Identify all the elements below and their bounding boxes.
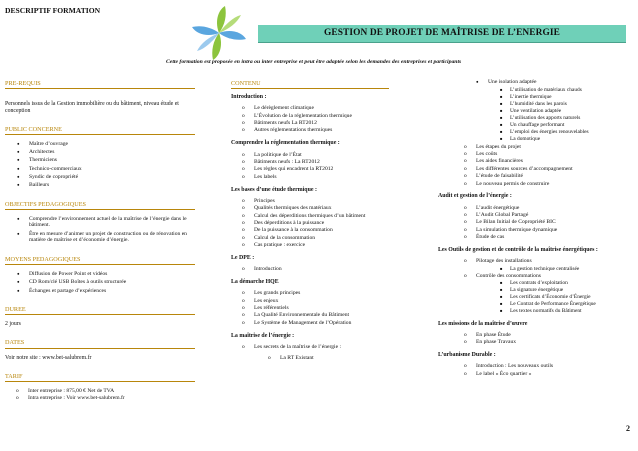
list-item: o Introduction : Les nouveaux outils	[464, 363, 633, 370]
list-item: o De la puissance à la consommation	[242, 227, 429, 234]
list-item: ■ Un chauffage performant	[500, 122, 633, 129]
list-item: o Inter entreprise : 875,00 € Net de TVA	[16, 388, 203, 395]
list-item: o Pilotage des installations	[464, 258, 633, 265]
list-item: o Étude de cas	[464, 234, 633, 241]
list-item: o Les enjeux	[242, 298, 429, 305]
list-item: o Le label « Éco quartier »	[464, 371, 633, 378]
urbanisme-list	[464, 363, 633, 377]
document-label: DESCRIPTIF FORMATION	[5, 6, 101, 15]
list-item: ■ L’utilisation des apports naturels	[500, 115, 633, 122]
list-item: o Autres réglementations thermiques	[242, 127, 429, 134]
list-item: o Les étapes du projet	[464, 144, 633, 151]
audit-heading: Audit et gestion de l’énergie :	[438, 193, 512, 200]
moyens-heading: MOYENS PEDAGOGIQUES	[5, 256, 195, 265]
list-item: o La politique de l’État	[242, 152, 429, 159]
list-item: o Les grands principes	[242, 290, 429, 297]
etapes-list	[464, 144, 633, 188]
left-column	[5, 80, 203, 407]
missions-list	[464, 332, 633, 346]
middle-column	[231, 80, 429, 367]
list-item: ● Thermiciens	[17, 157, 203, 164]
introduction-heading: Introduction :	[231, 94, 267, 101]
list-item: o Les coûts	[464, 151, 633, 158]
list-item: ● Échanges et partage d’expériences	[17, 288, 203, 295]
reglementation-heading: Comprendre la réglementation thermique :	[231, 140, 340, 147]
list-item: o L’audit énergétique	[464, 205, 633, 212]
list-item: o Bâtiments neufs La RT2012	[242, 120, 429, 127]
list-item: ■ La gestion technique centralisée	[500, 266, 633, 273]
document-title: GESTION DE PROJET DE MAÎTRISE DE L’ENERGIE	[258, 25, 626, 43]
list-item: o En phase Travaux	[464, 339, 633, 346]
list-item: ■ Une ventilation adaptée	[500, 108, 633, 115]
prereq-text: Personnels issus de la Gestion immobilière ou du bâtiment, niveau étude et conception	[5, 101, 179, 115]
list-item: ■ La domotique	[500, 136, 633, 143]
duree-text: 2 jours	[5, 321, 21, 328]
public-heading: PUBLIC CONCERNE	[5, 126, 195, 135]
bases-list	[242, 198, 429, 249]
hqe-heading: La démarche HQE	[231, 279, 279, 285]
isolation-list	[476, 79, 633, 86]
list-item: o La simulation thermique dynamique	[464, 227, 633, 234]
list-item	[242, 344, 429, 362]
right-column	[438, 79, 633, 382]
missions-heading: Les missions de la maîtrise d’œuvre	[438, 320, 528, 327]
list-item: ● Être en mesure d’animer un projet de construction ou de rénovation en matière de maîtrise et d’économie d’énergie.	[17, 231, 203, 245]
pinwheel-leaf-logo	[188, 3, 250, 61]
list-item: ● Comprendre l’environnement actuel de la maîtrise de l’énergie dans le bâtiment.	[17, 216, 203, 230]
list-item: o Les aides financières	[464, 158, 633, 165]
list-item: o Contrôle des consommations	[464, 273, 633, 280]
list-item: o Le Système de Management de l’Opération	[242, 320, 429, 327]
list-item: ■ L’inertie thermique	[500, 94, 633, 101]
list-item: o Le Bilan Initial de Copropriété BIC	[464, 219, 633, 226]
list-item: ● CD Rom/clé USB Boîtes à outils structurée	[17, 279, 203, 286]
dpe-list	[242, 266, 429, 273]
list-item: ■ Les contrats d’exploitation	[500, 280, 633, 287]
isolation-sublist	[500, 87, 633, 142]
list-item: ● Diffusion de Power Point et vidéos	[17, 271, 203, 278]
objectifs-heading: OBJECTIFS PEDAGOGIQUES	[5, 201, 195, 210]
list-item: ■ L’emploi des énergies renouvelables	[500, 129, 633, 136]
list-item: o Principes	[242, 198, 429, 205]
audit-list	[464, 205, 633, 241]
list-item: ● Bailleurs	[17, 182, 203, 189]
reglementation-list	[242, 152, 429, 181]
list-item: o La Qualité Environnementale du Bâtiment	[242, 312, 429, 319]
moyens-list	[17, 271, 203, 294]
list-item: ● Technico-commerciaux	[17, 166, 203, 173]
list-item: o Calcul des déperditions thermiques d’un bâtiment	[242, 213, 429, 220]
maitrise-sublist	[268, 355, 429, 362]
pilotage-sublist	[500, 266, 633, 273]
list-item: ■ L’humidité dans les parois	[500, 101, 633, 108]
hqe-list	[242, 290, 429, 326]
list-item: ■ Le Contrat de Performance Énergétique	[500, 301, 633, 308]
maitrise-list	[242, 344, 429, 362]
list-item: o Les référentiels	[242, 305, 429, 312]
list-item: o L’étude de faisabilité	[464, 173, 633, 180]
dpe-heading: Le DPE :	[231, 254, 255, 261]
list-item: ● Architectes	[17, 149, 203, 156]
list-item: ■ Les certificats d’Économie d’Énergie	[500, 294, 633, 301]
list-item: o Cas pratique : exercice	[242, 242, 429, 249]
list-item: ● Une isolation adaptée	[476, 79, 633, 86]
list-item: o Des déperditions à la puissance	[242, 220, 429, 227]
list-item: ■ L’utilisation de matériaux chauds	[500, 87, 633, 94]
list-item: ■ La signature énergétique	[500, 287, 633, 294]
list-item: o L’Évolution de la réglementation thermique	[242, 113, 429, 120]
list-item: o L’Audit Global Partagé	[464, 212, 633, 219]
contenu-heading: CONTENU	[231, 80, 389, 89]
list-item-label: Les secrets de la maîtrise de l’énergie :	[254, 343, 342, 350]
list-item: o Le dérèglement climatique	[242, 105, 429, 112]
prereq-heading: PRE-REQUIS	[5, 80, 195, 89]
objectifs-list	[17, 216, 203, 245]
outils-heading: Les Outils de gestion et de contrôle de la maîtrise énergétiques :	[438, 247, 598, 254]
list-item: ● Maître d’ouvrage	[17, 141, 203, 148]
list-item: o Les labels	[242, 174, 429, 181]
list-item: o Les règles qui encadrent la RT2012	[242, 166, 429, 173]
dates-heading: DATES	[5, 339, 195, 348]
pilotage-list	[464, 258, 633, 265]
tarif-list	[16, 388, 203, 402]
list-item: o En phase Étude	[464, 332, 633, 339]
public-list	[17, 141, 203, 188]
introduction-list	[242, 105, 429, 134]
list-item: ● Syndic de copropriété	[17, 174, 203, 181]
page-number: 2	[626, 424, 630, 433]
list-item: o Introduction	[242, 266, 429, 273]
controle-list	[464, 273, 633, 280]
bases-heading: Les bases d’une étude thermique :	[231, 186, 317, 193]
duree-heading: DUREE	[5, 306, 195, 315]
list-item: o Calcul de la consommation	[242, 235, 429, 242]
list-item: o Bâtiments neufs : La RT2012	[242, 159, 429, 166]
list-item: o La RT Existant	[268, 355, 429, 362]
list-item: o Qualités thermiques des matériaux	[242, 205, 429, 212]
intro-line: Cette formation est proposée en intra ou inter entreprise et peut être adaptée selon les demandes des entreprises et participants	[166, 59, 462, 65]
tarif-heading: TARIF	[5, 373, 195, 382]
list-item: o Les différentes sources d’accompagnement	[464, 166, 633, 173]
urbanisme-heading: L’urbanisme Durable :	[438, 352, 496, 359]
dates-text: Voir notre site : www.bet-salubrem.fr	[5, 354, 92, 361]
controle-sublist	[500, 280, 633, 315]
list-item: o Le nouveau permis de construire	[464, 181, 633, 188]
list-item: ■ Les textes normatifs du Bâtiment	[500, 308, 633, 315]
list-item: o Intra entreprise : Voir www.bet-salubrem.fr	[16, 395, 203, 402]
maitrise-heading: La maîtrise de l’énergie :	[231, 332, 295, 339]
